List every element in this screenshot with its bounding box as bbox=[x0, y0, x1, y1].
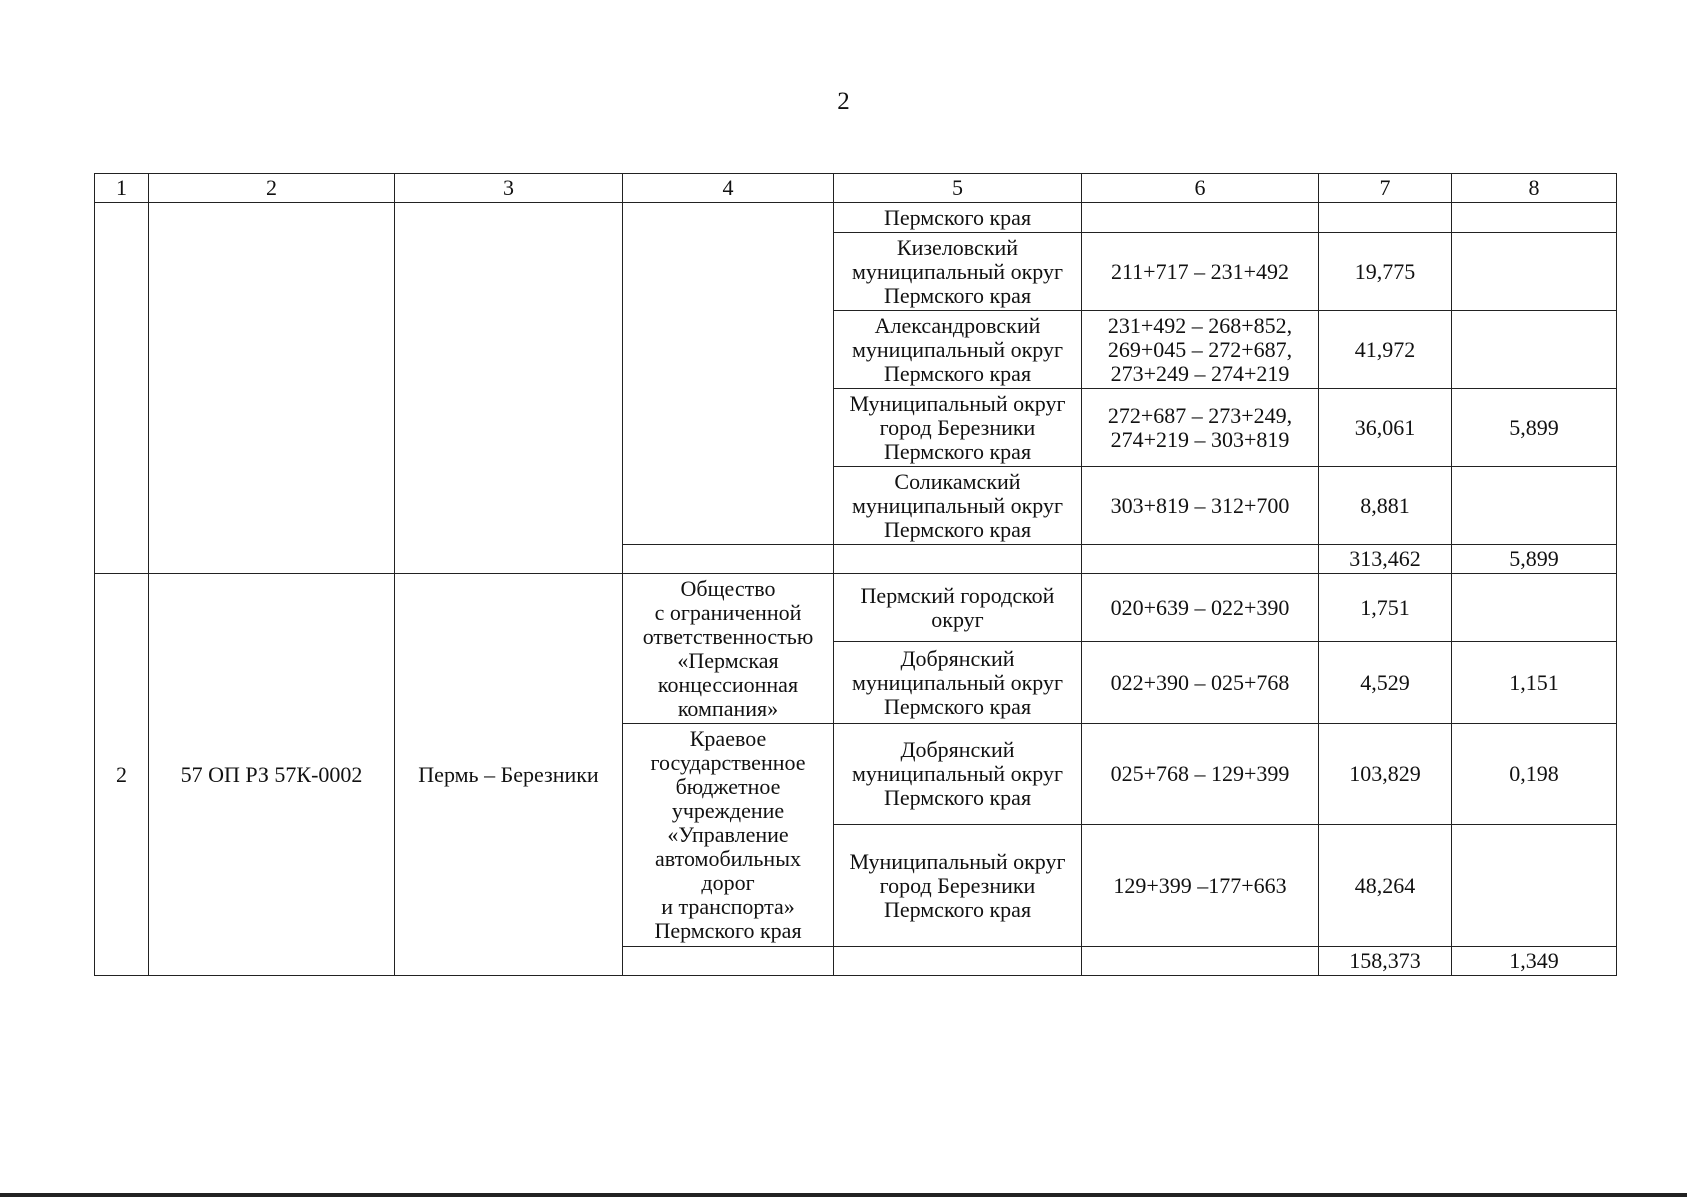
length-cell bbox=[1319, 203, 1452, 233]
extra-cell bbox=[1452, 233, 1617, 311]
district-cell: Муниципальный округ город Березники Пермского края bbox=[834, 389, 1082, 467]
road-table bbox=[94, 173, 1617, 976]
district-cell bbox=[834, 947, 1082, 976]
extra-cell bbox=[1452, 311, 1617, 389]
extra-cell: 1,151 bbox=[1452, 642, 1617, 724]
district-cell: Добрянский муниципальный округ Пермского края bbox=[834, 724, 1082, 825]
length-cell: 4,529 bbox=[1319, 642, 1452, 724]
header-cell: 8 bbox=[1452, 174, 1617, 203]
total-length-cell: 313,462 bbox=[1319, 545, 1452, 574]
district-cell bbox=[834, 545, 1082, 574]
range-cell: 020+639 – 022+390 bbox=[1082, 574, 1319, 642]
district-cell: Муниципальный округ город Березники Пермского края bbox=[834, 825, 1082, 947]
range-cell bbox=[1082, 545, 1319, 574]
page-number: 2 bbox=[837, 88, 850, 115]
road-id-cell bbox=[149, 203, 395, 574]
range-cell: 272+687 – 273+249, 274+219 – 303+819 bbox=[1082, 389, 1319, 467]
range-cell: 129+399 –177+663 bbox=[1082, 825, 1319, 947]
road-id-cell: 57 ОП РЗ 57К-0002 bbox=[149, 574, 395, 976]
table-row bbox=[95, 574, 1617, 642]
extra-cell bbox=[1452, 574, 1617, 642]
scan-edge-line bbox=[0, 1193, 1687, 1197]
extra-cell: 0,198 bbox=[1452, 724, 1617, 825]
organization-cell bbox=[623, 545, 834, 574]
total-extra-cell: 1,349 bbox=[1452, 947, 1617, 976]
organization-cell: Общество с ограниченной ответственностью «Пермская концессионная компания» bbox=[623, 574, 834, 724]
range-cell: 211+717 – 231+492 bbox=[1082, 233, 1319, 311]
length-cell: 48,264 bbox=[1319, 825, 1452, 947]
district-cell: Соликамский муниципальный округ Пермского края bbox=[834, 467, 1082, 545]
district-cell: Пермский городской округ bbox=[834, 574, 1082, 642]
organization-cell: Краевое государственное бюджетное учреждение «Управление автомобильных дорог и транспорта» Пермского края bbox=[623, 724, 834, 947]
length-cell: 103,829 bbox=[1319, 724, 1452, 825]
header-cell: 5 bbox=[834, 174, 1082, 203]
length-cell: 1,751 bbox=[1319, 574, 1452, 642]
row-number-cell: 2 bbox=[95, 574, 149, 976]
district-cell: Пермского края bbox=[834, 203, 1082, 233]
total-extra-cell: 5,899 bbox=[1452, 545, 1617, 574]
row-number-cell bbox=[95, 203, 149, 574]
organization-cell bbox=[623, 947, 834, 976]
extra-cell bbox=[1452, 467, 1617, 545]
range-cell: 303+819 – 312+700 bbox=[1082, 467, 1319, 545]
range-cell bbox=[1082, 947, 1319, 976]
range-cell bbox=[1082, 203, 1319, 233]
district-cell: Александровский муниципальный округ Пермского края bbox=[834, 311, 1082, 389]
header-cell: 7 bbox=[1319, 174, 1452, 203]
total-length-cell: 158,373 bbox=[1319, 947, 1452, 976]
length-cell: 36,061 bbox=[1319, 389, 1452, 467]
extra-cell bbox=[1452, 825, 1617, 947]
road-name-cell: Пермь – Березники bbox=[395, 574, 623, 976]
header-cell: 3 bbox=[395, 174, 623, 203]
length-cell: 41,972 bbox=[1319, 311, 1452, 389]
road-name-cell bbox=[395, 203, 623, 574]
header-cell: 4 bbox=[623, 174, 834, 203]
table-row bbox=[95, 203, 1617, 233]
district-cell: Кизеловский муниципальный округ Пермского края bbox=[834, 233, 1082, 311]
length-cell: 19,775 bbox=[1319, 233, 1452, 311]
length-cell: 8,881 bbox=[1319, 467, 1452, 545]
extra-cell bbox=[1452, 203, 1617, 233]
organization-cell bbox=[623, 203, 834, 545]
header-cell: 1 bbox=[95, 174, 149, 203]
district-cell: Добрянский муниципальный округ Пермского края bbox=[834, 642, 1082, 724]
extra-cell: 5,899 bbox=[1452, 389, 1617, 467]
range-cell: 022+390 – 025+768 bbox=[1082, 642, 1319, 724]
header-row bbox=[95, 174, 1617, 203]
header-cell: 6 bbox=[1082, 174, 1319, 203]
range-cell: 231+492 – 268+852, 269+045 – 272+687, 273+249 – 274+219 bbox=[1082, 311, 1319, 389]
header-cell: 2 bbox=[149, 174, 395, 203]
range-cell: 025+768 – 129+399 bbox=[1082, 724, 1319, 825]
